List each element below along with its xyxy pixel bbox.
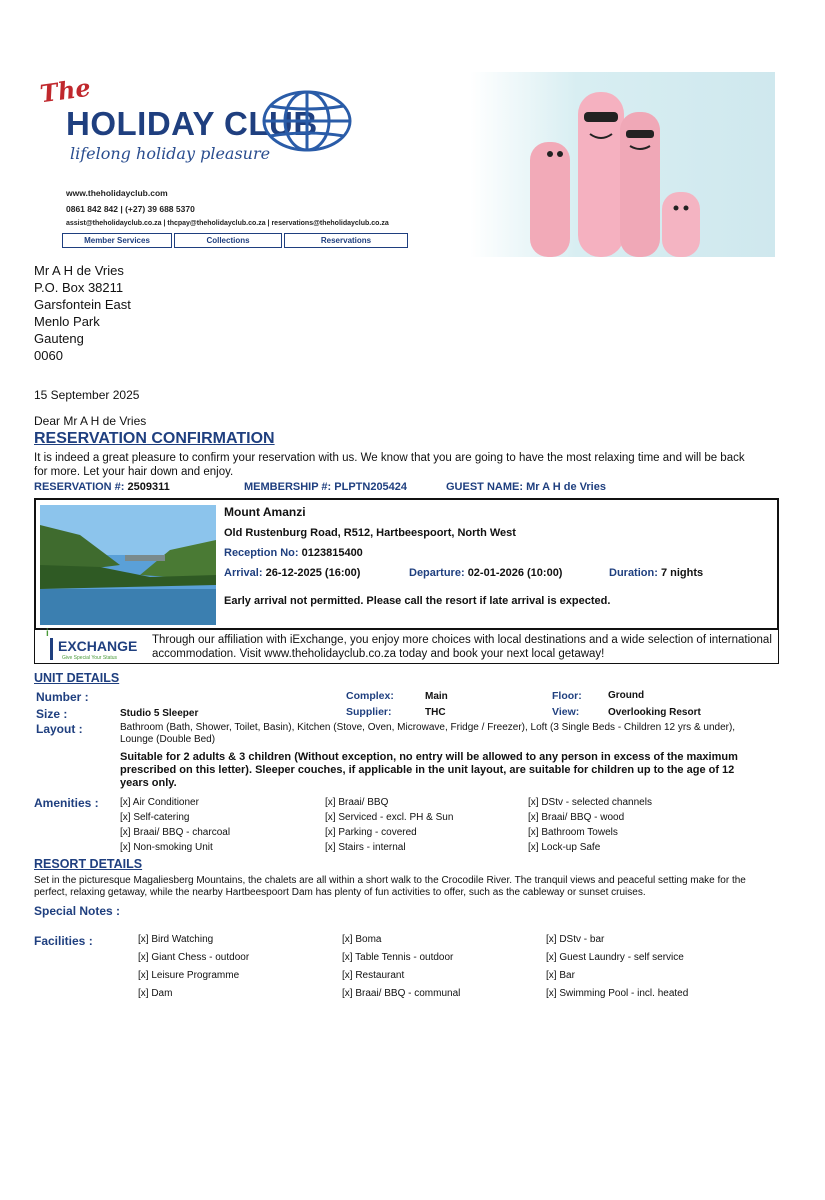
- facility-item: [x] Giant Chess - outdoor: [138, 952, 250, 963]
- arrival: [224, 567, 360, 579]
- amenity-item: [x] Braai/ BBQ: [325, 797, 389, 808]
- view-value: Overlooking Resort: [608, 707, 701, 718]
- email-addresses[interactable]: assist@theholidayclub.co.za | thcpay@theholidayclub.co.za | reservations@theholidayclub.co.za: [66, 220, 389, 227]
- duration-label: Duration:: [609, 567, 658, 579]
- unit-size-label: Size :: [36, 707, 68, 721]
- amenity-item: [x] Serviced - excl. PH & Sun: [325, 812, 454, 823]
- layout-label: Layout :: [36, 722, 83, 736]
- reservation-number: [34, 481, 170, 493]
- intro-text: It is indeed a great pleasure to confirm your reservation with us. We know that you are going to have the most relaxing time and will be back for more. Let your hair down and enjoy.: [34, 452, 745, 478]
- amenity-item: [x] Self-catering: [120, 812, 190, 823]
- amenity-item: [x] Parking - covered: [325, 827, 417, 838]
- guest-label: GUEST NAME:: [446, 481, 523, 493]
- address-line: Mr A H de Vries: [34, 263, 124, 278]
- exchange-logo-bar-icon: [50, 638, 53, 660]
- letter-date: 15 September 2025: [34, 388, 140, 402]
- recipient-address: [34, 262, 131, 364]
- exchange-text: Through our affiliation with iExchange, you enjoy more choices with local destinations and a wide selection of international accommodation. Visit www.theholidayclub.co.za today and book your next local getaway!: [152, 634, 772, 660]
- complex-label: Complex:: [346, 690, 394, 702]
- resort-name: Mount Amanzi: [224, 505, 306, 519]
- nav-member-services[interactable]: Member Services: [62, 233, 172, 248]
- membership-value: PLPTN205424: [334, 481, 408, 493]
- facility-item: [x] Swimming Pool - incl. heated: [546, 988, 689, 999]
- amenity-item: [x] DStv - selected channels: [528, 797, 652, 808]
- special-notes-label: Special Notes :: [34, 904, 121, 918]
- guest-name: [446, 481, 606, 493]
- resort-description: Set in the picturesque Magaliesberg Mountains, the chalets are all within a short walk to the Crocodile River. The tranquil views and peaceful setting make for the perfect, relaxing getaway, while the nearby Hartbeespoort Dam has plenty of fun activities to offer, such as the cableway or sunset cruises.: [34, 875, 746, 898]
- facility-item: [x] Restaurant: [342, 970, 405, 981]
- logo-tagline: lifelong holiday pleasure: [70, 144, 271, 163]
- facility-item: [x] Braai/ BBQ - communal: [342, 988, 461, 999]
- nav-reservations[interactable]: Reservations: [284, 233, 408, 248]
- arrival-value: 26-12-2025 (16:00): [265, 567, 361, 579]
- floor-label: Floor:: [552, 690, 582, 702]
- amenity-item: [x] Air Conditioner: [120, 797, 199, 808]
- departure-value: 02-01-2026 (10:00): [467, 567, 563, 579]
- address-line: Menlo Park: [34, 314, 100, 329]
- duration-value: 7 nights: [660, 567, 704, 579]
- departure-label: Departure:: [409, 567, 465, 579]
- amenity-item: [x] Non-smoking Unit: [120, 842, 213, 853]
- facilities-label: Facilities :: [34, 934, 93, 948]
- reception-number: [224, 547, 363, 559]
- suitability-note: Suitable for 2 adults & 3 children (Without exception, no entry will be allowed to any person in excess of the maximum prescribed on this letter). Sleeper couches, if applicable in the unit layout, are suitable for children up to the age of 12 years only.: [120, 751, 738, 789]
- page-title: RESERVATION CONFIRMATION: [34, 430, 275, 447]
- early-arrival-note: Early arrival not permitted. Please call the resort if late arrival is expected.: [224, 595, 611, 607]
- arrival-label: Arrival:: [224, 567, 263, 579]
- view-label: View:: [552, 706, 580, 718]
- unit-details-heading: UNIT DETAILS: [34, 671, 120, 685]
- reservation-value: 2509311: [127, 481, 170, 493]
- address-line: Garsfontein East: [34, 297, 131, 312]
- phone-numbers: 0861 842 842 | (+27) 39 688 5370: [66, 204, 195, 214]
- address-line: Gauteng: [34, 331, 84, 346]
- exchange-logo: EXCHANGE: [58, 638, 138, 654]
- guest-value: Mr A H de Vries: [526, 481, 606, 493]
- facility-item: [x] Bird Watching: [138, 934, 214, 945]
- unit-size-value: Studio 5 Sleeper: [120, 708, 199, 719]
- facility-item: [x] Leisure Programme: [138, 970, 240, 981]
- website-link[interactable]: www.theholidayclub.com: [66, 188, 168, 198]
- resort-address: Old Rustenburg Road, R512, Hartbeespoort, North West: [224, 527, 516, 539]
- supplier-value: THC: [425, 707, 446, 718]
- logo-wordmark: HOLIDAY CLUB: [66, 105, 318, 142]
- complex-value: Main: [425, 691, 448, 702]
- facility-item: [x] Boma: [342, 934, 382, 945]
- amenity-item: [x] Braai/ BBQ - wood: [528, 812, 625, 823]
- layout-value: Bathroom (Bath, Shower, Toilet, Basin), Kitchen (Stove, Oven, Microwave, Fridge / Freezer), Loft (3 Single Beds - Children 12 yrs & under), Lounge (Double Bed): [120, 722, 736, 745]
- membership-label: MEMBERSHIP #:: [244, 481, 332, 493]
- reception-value: 0123815400: [301, 547, 363, 559]
- finger-family-banner-image: [470, 72, 775, 257]
- floor-value: Ground: [608, 690, 645, 701]
- amenity-item: [x] Braai/ BBQ - charcoal: [120, 827, 231, 838]
- reservation-label: RESERVATION #:: [34, 481, 125, 493]
- resort-photo: [40, 505, 216, 625]
- membership-number: [244, 481, 407, 493]
- facility-item: [x] Guest Laundry - self service: [546, 952, 684, 963]
- globe-logo-icon: [262, 90, 352, 152]
- departure: [409, 567, 562, 579]
- duration: [609, 567, 703, 579]
- salutation: Dear Mr A H de Vries: [34, 414, 147, 428]
- amenity-item: [x] Lock-up Safe: [528, 842, 601, 853]
- amenity-item: [x] Stairs - internal: [325, 842, 406, 853]
- facility-item: [x] DStv - bar: [546, 934, 605, 945]
- facility-item: [x] Bar: [546, 970, 575, 981]
- exchange-logo-subtitle: Give Special Your Status: [62, 655, 118, 661]
- facility-item: [x] Table Tennis - outdoor: [342, 952, 454, 963]
- supplier-label: Supplier:: [346, 706, 392, 718]
- exchange-logo-mark: i: [46, 628, 49, 639]
- facility-item: [x] Dam: [138, 988, 173, 999]
- address-line: P.O. Box 38211: [34, 280, 124, 295]
- nav-collections[interactable]: Collections: [174, 233, 282, 248]
- amenities-label: Amenities :: [34, 796, 99, 810]
- address-line: 0060: [34, 348, 63, 363]
- reception-label: Reception No:: [224, 547, 299, 559]
- resort-details-heading: RESORT DETAILS: [34, 857, 143, 871]
- logo-the-text: The: [38, 72, 93, 109]
- amenity-item: [x] Bathroom Towels: [528, 827, 618, 838]
- unit-number-label: Number :: [36, 690, 89, 704]
